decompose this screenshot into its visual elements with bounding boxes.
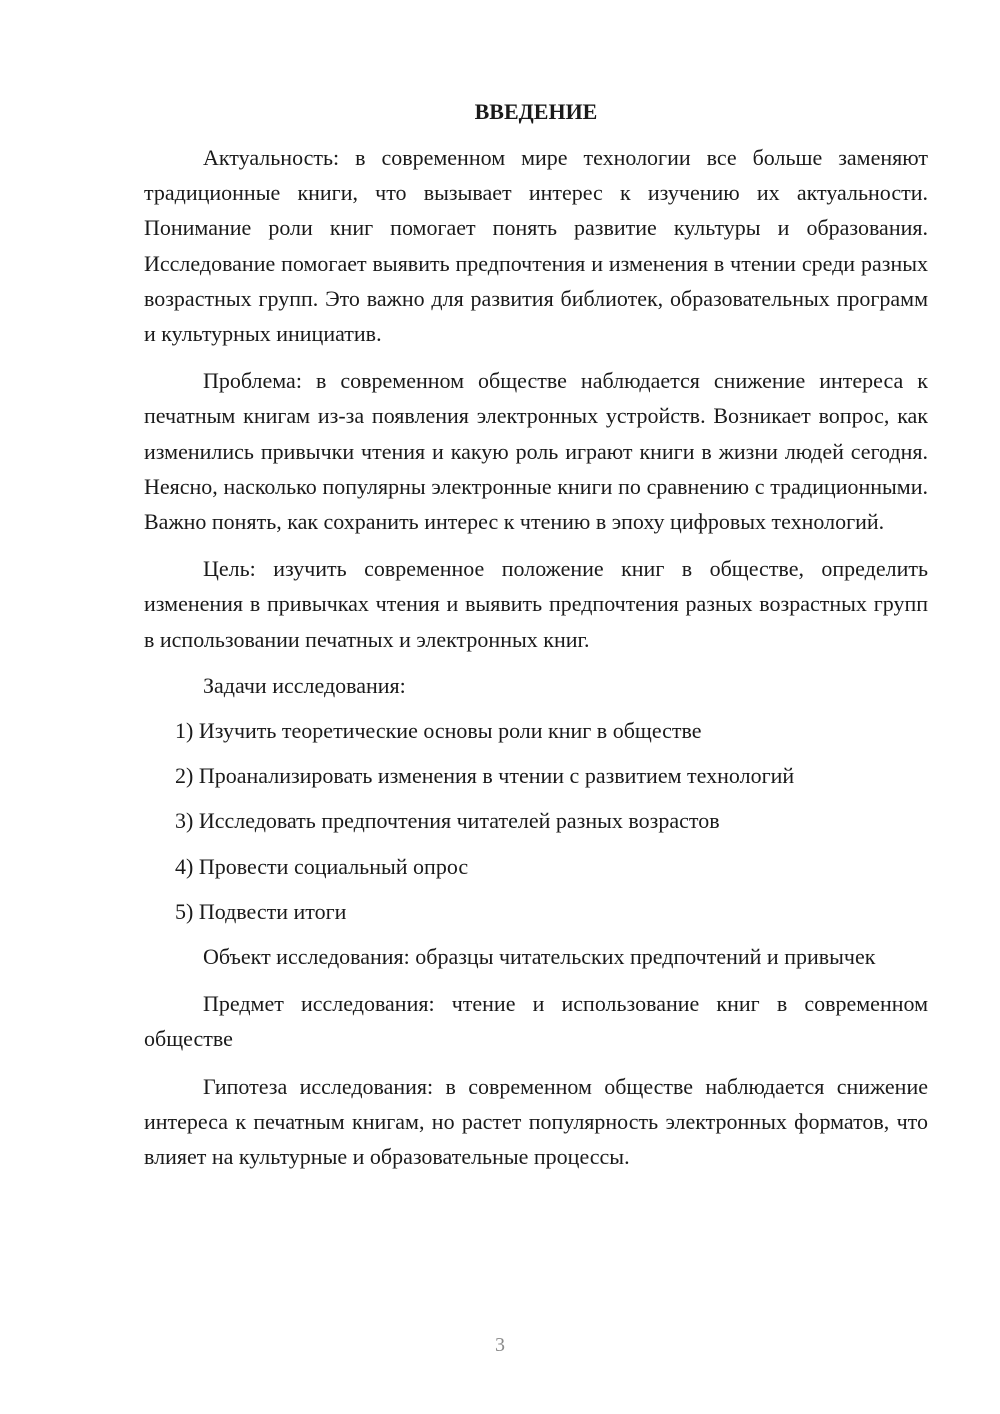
list-item: 1) Изучить теоретические основы роли книг в обществе xyxy=(175,718,702,744)
page-number: 3 xyxy=(495,1334,505,1356)
subject-paragraph: Предмет исследования: чтение и использование книг в современном обществе xyxy=(144,991,928,1052)
problem-paragraph: Проблема: в современном обществе наблюдается снижение интереса к печатным книгам из-за появления электронных устройств. Возникает вопрос, как изменились привычки чтения и какую роль играют книги в жизни людей сегодня. Неясно, насколько популярны электронные книги по сравнению с традиционными. Важно понять, как сохранить интерес к чтению в эпоху цифровых технологий. xyxy=(144,368,928,535)
hypothesis-paragraph: Гипотеза исследования: в современном обществе наблюдается снижение интереса к печатным книгам, но растет популярность электронных форматов, что влияет на культурные и образовательные процессы. xyxy=(144,1073,928,1170)
list-item: 3) Исследовать предпочтения читателей разных возрастов xyxy=(175,808,720,834)
object-paragraph: Объект исследования: образцы читательских предпочтений и привычек xyxy=(203,944,876,970)
page-title: ВВЕДЕНИЕ xyxy=(474,99,598,124)
relevance-paragraph: Актуальность: в современном мире технологии все больше заменяют традиционные книги, что вызывает интерес к изучению их актуальности. Понимание роли книг помогает понять развитие культуры и образования. Исследование помогает выявить предпочтения и изменения в чтении среди разных возрастных групп. Это важно для развития библиотек, образовательных программ и культурных инициатив. xyxy=(144,145,928,347)
tasks-heading: Задачи исследования: xyxy=(203,672,406,698)
goal-paragraph: Цель: изучить современное положение книг в обществе, определить изменения в привычках чтения и выявить предпочтения разных возрастных групп в использовании печатных и электронных книг. xyxy=(144,556,928,652)
list-item: 2) Проанализировать изменения в чтении с развитием технологий xyxy=(175,763,795,789)
document-body xyxy=(144,94,928,1174)
list-item: 5) Подвести итоги xyxy=(175,898,347,924)
list-item: 4) Провести социальный опрос xyxy=(175,853,469,879)
task-list xyxy=(144,713,928,929)
